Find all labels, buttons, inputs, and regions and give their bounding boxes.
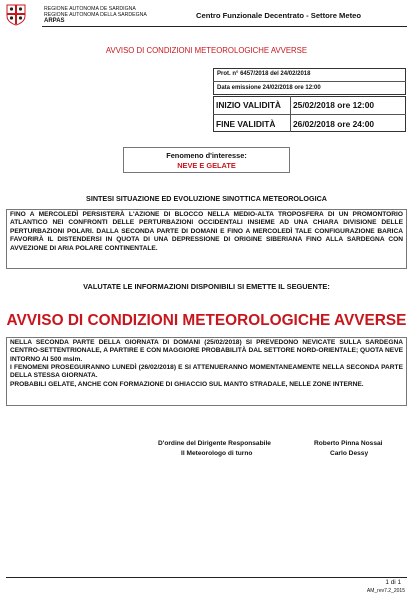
protocol-number: Prot. n° 6457/2018 del 24/02/2018 [217, 71, 311, 77]
centre-name: Centro Funzionale Decentrato - Settore Meteo [196, 11, 361, 20]
warning-paragraph-2: I FENOMENI PROSEGUIRANNO LUNEDÌ (26/02/2018) E SI ATTENUERANNO MOMENTANEAMENTE NELLA SECONDA PARTE DELLA STESSA GIORNATA. [10, 364, 403, 380]
warning-title: AVVISO DI CONDIZIONI METEOROLOGICHE AVVERSE [6, 312, 407, 329]
phenomenon-value: NEVE E GELATE [177, 161, 236, 170]
validity-divider [213, 114, 406, 115]
validity-col-divider [290, 96, 291, 132]
validity-start-label: INIZIO VALIDITÀ [216, 100, 281, 110]
validity-start-value: 25/02/2018 ore 12:00 [293, 100, 375, 110]
warning-paragraph-1: NELLA SECONDA PARTE DELLA GIORNATA DI DOMANI (25/02/2018) SI PREVEDONO NEVICATE SULLA SARDEGNA CENTRO-SETTENTRIONALE, A PARTIRE E CON MAGGIORE PROBABILITÀ DAL SETTORE NORD-ORIENTALE; QUOTA NEVE INTORNO AI 500 mslm. [10, 339, 403, 363]
phenomenon-label: Fenomeno d'interesse: [166, 151, 247, 160]
valuation-line: VALUTATE LE INFORMAZIONI DISPONIBILI SI EMETTE IL SEGUENTE: [83, 282, 330, 291]
signature-right-line1: Roberto Pinna Nossai [314, 440, 383, 447]
org-name-sardo: REGIONE AUTONOMA DE SARDIGNA [44, 6, 136, 12]
org-name-italian: REGIONE AUTONOMA DELLA SARDEGNA [44, 12, 147, 18]
doc-title: AVVISO DI CONDIZIONI METEOROLOGICHE AVVERSE [105, 46, 308, 55]
warning-paragraph-3: PROBABILI GELATE, ANCHE CON FORMAZIONE DI GHIACCIO SUL MANTO STRADALE, NELLE ZONE INTERNE. [10, 381, 364, 388]
validity-end-value: 26/02/2018 ore 24:00 [293, 119, 375, 129]
emission-date: Data emissione 24/02/2018 ore 12:00 [217, 85, 321, 91]
footer-divider [6, 577, 407, 578]
signature-right-line2: Carlo Dessy [330, 450, 369, 457]
meta-divider [213, 81, 406, 82]
validity-end-label: FINE VALIDITÀ [216, 119, 276, 129]
header-divider [42, 26, 407, 27]
doc-revision-code: AM_rev7.2_2015 [366, 588, 405, 594]
synopsis-text: FINO A MERCOLEDÌ PERSISTERÀ L'AZIONE DI BLOCCO NELLA MEDIO-ALTA TROPOSFERA DI UN PROMONTORIO ATLANTICO NEI CONFRONTI DELLE PERTURBAZIONI OCCIDENTALI INSIEME AD UNA CHIARA DIVISIONE DELLE PERTURBAZIONI POLARI. DALLA SECONDA PARTE DI DOMANI E FINO A MERCOLEDÌ TALE CONFIGURAZIONE BARICA FAVORIRÀ IL DISTENDERSI IN QUOTA DI UNA DEPRESSIONE DI ORIGINE SIBERIANA FINO ALLA SARDEGNA CON AVVEZIONE DI ARIA POLARE CONTINENTALE. [10, 211, 403, 252]
synopsis-title: SINTESI SITUAZIONE ED EVOLUZIONE SINOTTICA METEOROLOGICA [86, 194, 327, 203]
sardinia-regional-logo-icon [6, 4, 26, 26]
signature-left-line1: D'ordine del Dirigente Responsabile [158, 440, 271, 447]
agency-name: ARPAS [44, 18, 65, 24]
signature-left-line2: Il Meteorologo di turno [181, 450, 253, 457]
page-number: 1 di 1 [385, 579, 401, 586]
